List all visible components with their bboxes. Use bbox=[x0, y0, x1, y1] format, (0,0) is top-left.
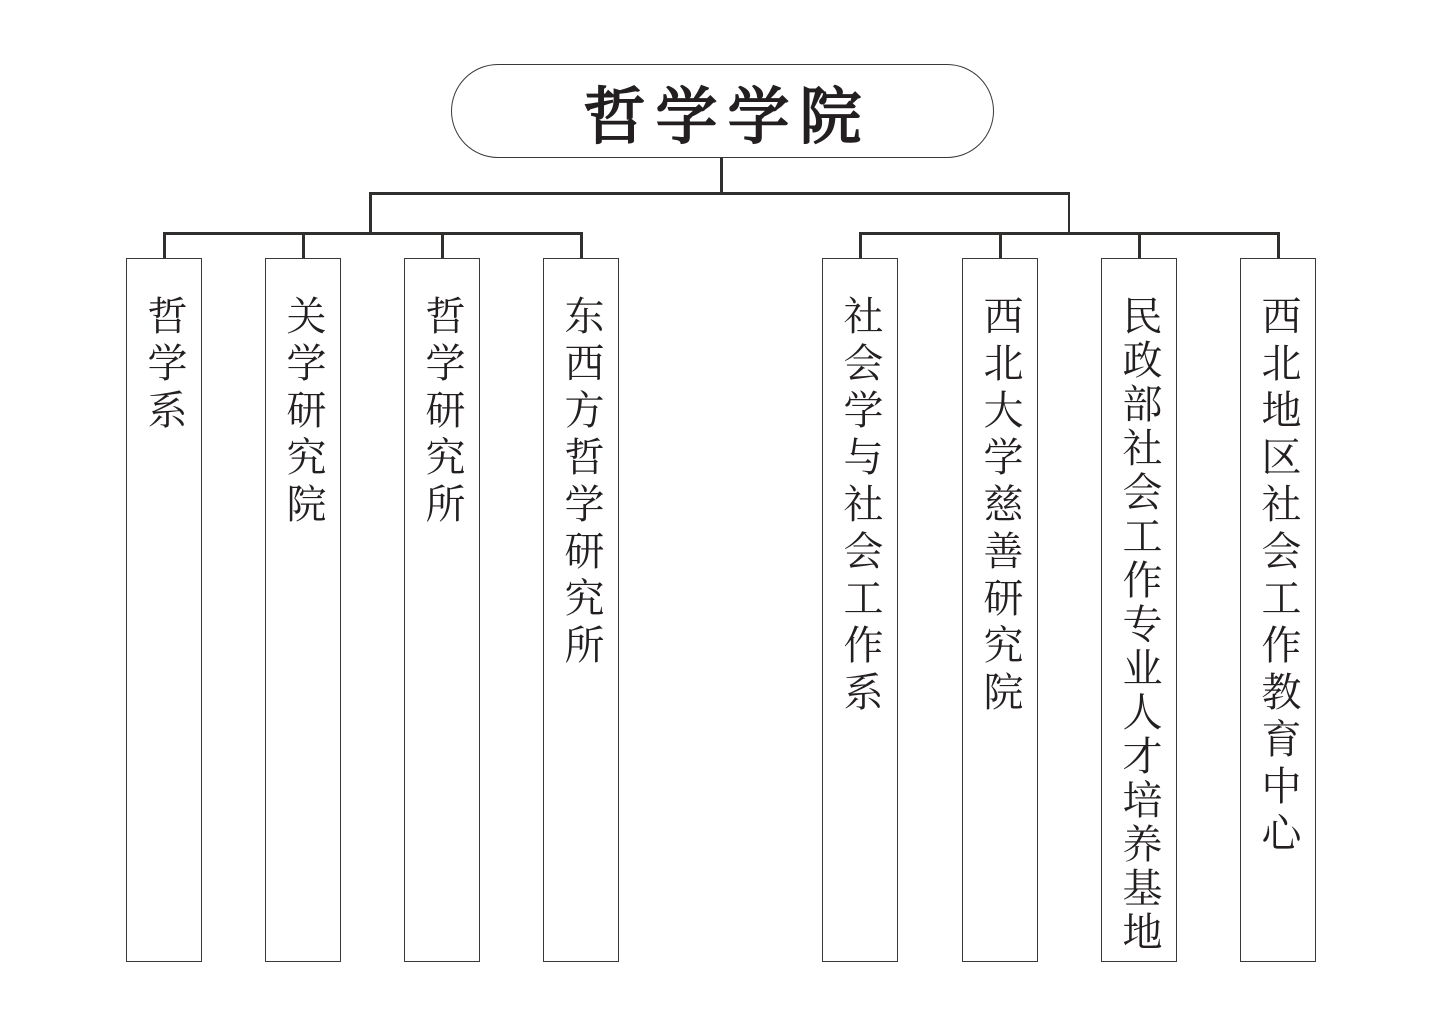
connector-drop-1 bbox=[163, 232, 166, 259]
root-node-label: 哲学学院 bbox=[583, 82, 872, 152]
dept-box-philosophy-department bbox=[126, 258, 202, 962]
connector-drop-4 bbox=[580, 232, 583, 259]
dept-box-charity-research-institute bbox=[962, 258, 1038, 962]
connector-root-stem bbox=[720, 158, 723, 193]
connector-level1-drop-left bbox=[369, 192, 372, 235]
dept-label: 东西方哲学研究所 bbox=[559, 295, 603, 671]
dept-label: 哲学系 bbox=[142, 295, 186, 436]
connector-level1-bar bbox=[369, 192, 1070, 195]
dept-label: 社会学与社会工作系 bbox=[838, 295, 882, 718]
connector-drop-8 bbox=[1277, 232, 1280, 259]
dept-box-social-work-education-center bbox=[1240, 258, 1316, 962]
dept-box-philosophy-research-institute bbox=[404, 258, 480, 962]
dept-label: 民政部社会工作专业人才培养基地 bbox=[1117, 295, 1161, 955]
dept-label: 关学研究院 bbox=[281, 295, 325, 530]
dept-label: 西北大学慈善研究院 bbox=[978, 295, 1022, 718]
dept-box-guan-studies-institute bbox=[265, 258, 341, 962]
connector-level1-drop-right bbox=[1068, 192, 1071, 235]
connector-level2-bar-right bbox=[859, 232, 1279, 235]
dept-box-east-west-philosophy-institute bbox=[543, 258, 619, 962]
connector-drop-3 bbox=[441, 232, 444, 259]
connector-drop-7 bbox=[1138, 232, 1141, 259]
dept-box-social-work-talent-training-base bbox=[1101, 258, 1177, 962]
dept-box-sociology-social-work-department bbox=[822, 258, 898, 962]
connector-level2-bar-left bbox=[163, 232, 582, 235]
connector-drop-2 bbox=[302, 232, 305, 259]
connector-drop-6 bbox=[999, 232, 1002, 259]
dept-label: 哲学研究所 bbox=[420, 295, 464, 530]
root-node bbox=[451, 64, 994, 158]
connector-drop-5 bbox=[859, 232, 862, 259]
dept-label: 西北地区社会工作教育中心 bbox=[1256, 295, 1300, 859]
